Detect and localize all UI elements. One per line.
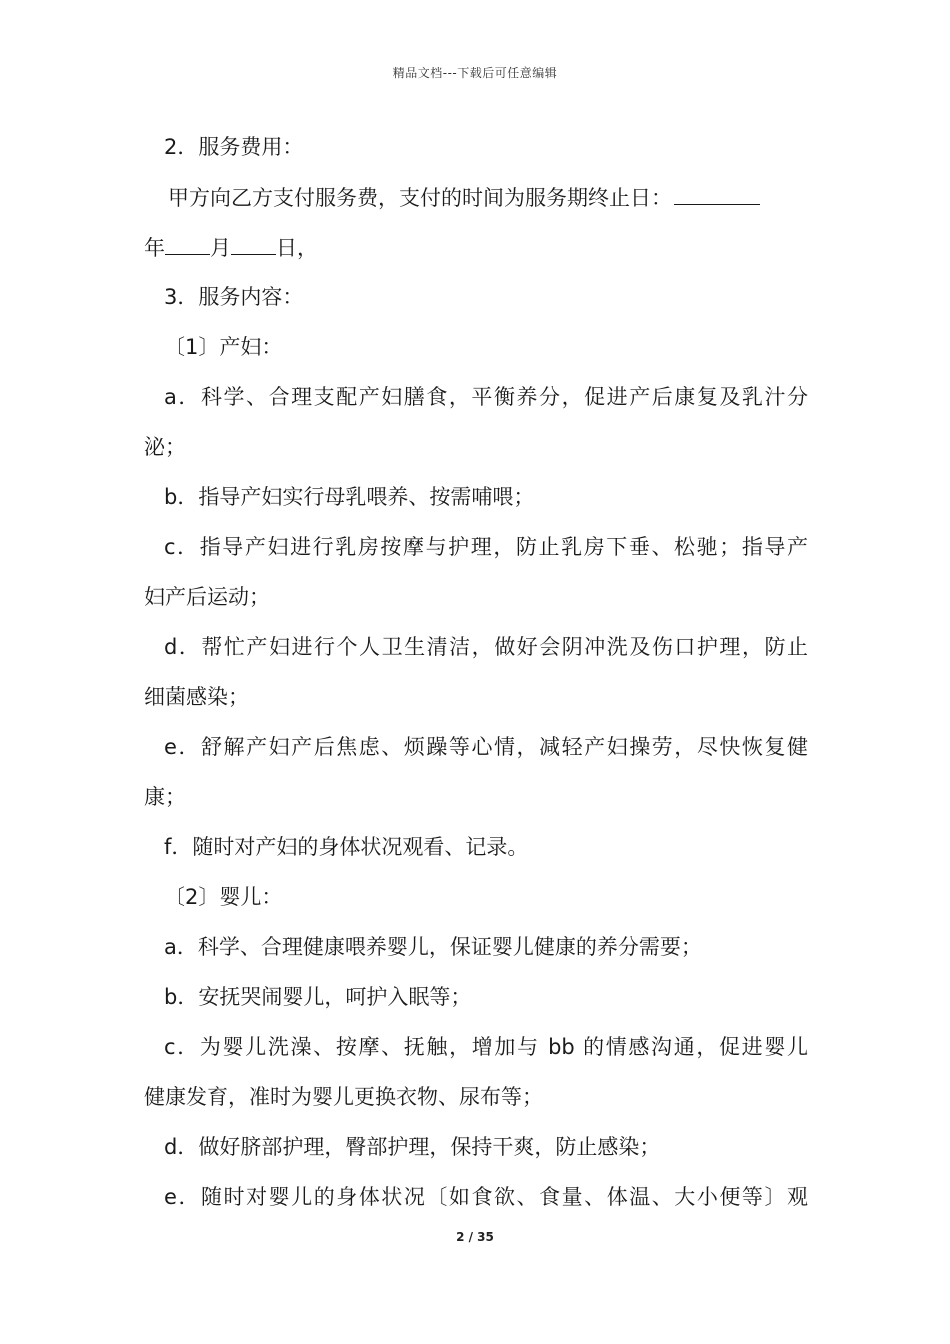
baby-item-c-line-1: c．为婴儿洗澡、按摩、抚触，增加与 bb 的情感沟通，促进婴儿 xyxy=(164,1035,808,1059)
year-blank xyxy=(165,232,210,255)
month-blank xyxy=(231,232,276,255)
mother-item-f: f．随时对产妇的身体状况观看、记录。 xyxy=(164,835,529,859)
month-label: 月 xyxy=(210,236,231,260)
mother-item-a-line-1: a．科学、合理支配产妇膳食，平衡养分，促进产后康复及乳汁分 xyxy=(164,385,808,409)
section-3-heading: 3．服务内容： xyxy=(164,285,304,309)
baby-item-e-line-1: e．随时对婴儿的身体状况〔如食欲、食量、体温、大小便等〕观 xyxy=(164,1185,808,1209)
section-2-heading: 2．服务费用： xyxy=(164,135,304,159)
page-header: 精品文档---下载后可任意编辑 xyxy=(392,66,558,80)
subsection-baby-heading: 〔2〕婴儿： xyxy=(164,885,283,909)
payment-paragraph-line-1 xyxy=(168,182,808,213)
mother-item-e-line-2: 康； xyxy=(144,785,186,809)
mother-item-d-line-1: d．帮忙产妇进行个人卫生清洁，做好会阴冲洗及伤口护理，防止 xyxy=(164,635,808,659)
baby-item-d: d．做好脐部护理，臀部护理，保持干爽，防止感染； xyxy=(164,1135,661,1159)
subsection-mother-heading: 〔1〕产妇： xyxy=(164,335,283,359)
payment-paragraph-line-2 xyxy=(144,232,318,263)
year-label: 年 xyxy=(144,236,165,260)
baby-item-b: b．安抚哭闹婴儿，呵护入眠等； xyxy=(164,985,472,1009)
baby-item-a: a．科学、合理健康喂养婴儿，保证婴儿健康的养分需要； xyxy=(164,935,702,959)
mother-item-e-line-1: e．舒解产妇产后焦虑、烦躁等心情，减轻产妇操劳，尽快恢复健 xyxy=(164,735,808,759)
day-label: 日， xyxy=(276,236,318,260)
mother-item-b: b．指导产妇实行母乳喂养、按需哺喂； xyxy=(164,485,535,509)
mother-item-c-line-1: c．指导产妇进行乳房按摩与护理，防止乳房下垂、松驰；指导产 xyxy=(164,535,808,559)
mother-item-a-line-2: 泌； xyxy=(144,435,186,459)
baby-item-c-line-2: 健康发育，准时为婴儿更换衣物、尿布等； xyxy=(144,1085,543,1109)
mother-item-c-line-2: 妇产后运动； xyxy=(144,585,270,609)
mother-item-d-line-2: 细菌感染； xyxy=(144,685,249,709)
payment-text: 甲方向乙方支付服务费，支付的时间为服务期终止日： xyxy=(168,186,672,210)
page-number: 2 / 35 xyxy=(456,1230,494,1244)
payment-date-blank xyxy=(674,182,760,205)
